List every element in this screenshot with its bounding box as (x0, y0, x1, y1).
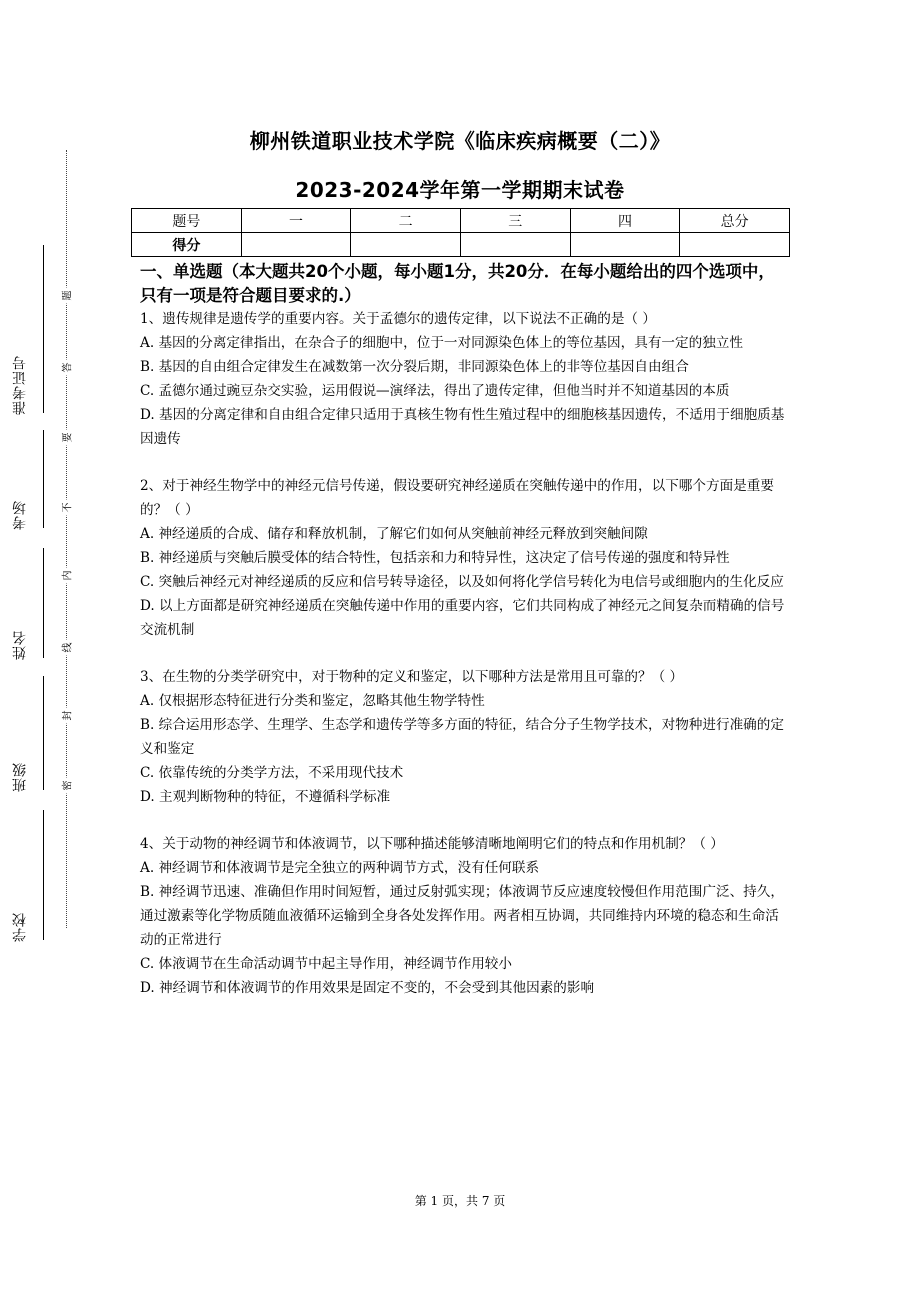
question-stem: 4、关于动物的神经调节和体液调节，以下哪种描述能够清晰地阐明它们的特点和作用机制？（ ） (140, 836, 724, 852)
margin-write-line (43, 548, 44, 658)
margin-write-line (43, 245, 44, 413)
margin-cut-char: 答 (59, 360, 74, 376)
spacer (140, 451, 785, 474)
option-b: B. 综合运用形态学、生理学、生态学和遗传学等多方面的特征，结合分子生物学技术，对物种进行准确的定义和鉴定 (140, 717, 784, 757)
margin-cut-char: 要 (59, 430, 74, 446)
score-table-score-row (132, 233, 790, 257)
exam-subtitle: 2023-2024学年第一学期期末试卷 (295, 178, 625, 202)
option-c: C. 突触后神经元对神经递质的反应和信号转导途径，以及如何将化学信号转化为电信号或细胞内的生化反应 (140, 574, 784, 590)
score-row-label: 得分 (132, 233, 242, 257)
margin-label: 姓名 (12, 630, 28, 660)
margin-field-school (10, 810, 44, 942)
margin-field-name (10, 548, 44, 660)
question-list (140, 307, 785, 1000)
margin-write-line (43, 676, 44, 790)
margin-cut-char: 不 (59, 500, 74, 516)
margin-field-class (10, 676, 44, 792)
score-cell (680, 233, 790, 257)
margin-cut-char: 线 (59, 640, 74, 656)
spacer (140, 809, 785, 832)
margin-cut-char: 封 (59, 708, 74, 724)
option-d: D. 基因的分离定律和自由组合定律只适用于真核生物有性生殖过程中的细胞核基因遗传，不适用于细胞质基因遗传 (140, 407, 785, 447)
score-header-cell: 一 (241, 209, 351, 233)
score-table (131, 208, 790, 257)
margin-field-exam-room (10, 430, 44, 530)
score-cell (241, 233, 351, 257)
spacer (140, 642, 785, 665)
question-4 (140, 832, 785, 1000)
margin-write-line (43, 810, 44, 940)
option-a: A. 神经调节和体液调节是完全独立的两种调节方式，没有任何联系 (140, 860, 540, 876)
option-b: B. 神经递质与突触后膜受体的结合特性，包括亲和力和特异性，这决定了信号传递的强度和特异性 (140, 550, 730, 566)
option-a: A. 基因的分离定律指出，在杂合子的细胞中，位于一对同源染色体上的等位基因，具有一定的独立性 (140, 335, 743, 351)
margin-label: 班级 (12, 762, 28, 792)
option-c: C. 孟德尔通过豌豆杂交实验，运用假说—演绎法，得出了遗传定律，但他当时并不知道基因的本质 (140, 383, 730, 399)
score-cell (460, 233, 570, 257)
margin-cut-char: 内 (59, 568, 74, 584)
score-header-cell: 三 (460, 209, 570, 233)
exam-title: 柳州铁道职业技术学院《临床疾病概要（二）》 (249, 129, 671, 153)
option-a: A. 仅根据形态特征进行分类和鉴定，忽略其他生物学特性 (140, 693, 485, 709)
margin-label: 学校 (12, 912, 28, 942)
margin-label: 准考证号 (12, 355, 28, 415)
question-stem: 3、在生物的分类学研究中，对于物种的定义和鉴定，以下哪种方法是常用且可靠的？（ ） (140, 669, 684, 685)
option-b: B. 基因的自由组合定律发生在减数第一次分裂后期，非同源染色体上的非等位基因自由组合 (140, 359, 689, 375)
margin-cut-char: 题 (59, 288, 74, 304)
binding-dotted-line (66, 150, 67, 928)
score-header-cell: 题号 (132, 209, 242, 233)
score-table-header-row (132, 209, 790, 233)
margin-field-exam-number (10, 245, 44, 415)
margin-write-line (43, 430, 44, 528)
question-stem: 1、遗传规律是遗传学的重要内容。关于孟德尔的遗传定律，以下说法不正确的是（ ） (140, 311, 656, 327)
section-heading: 一、单选题（本大题共20个小题，每小题1分，共20分．在每小题给出的四个选项中，只有一项是符合题目要求的.） (140, 262, 775, 305)
option-d: D. 主观判断物种的特征，不遵循科学标准 (140, 789, 391, 805)
score-cell (351, 233, 461, 257)
question-3 (140, 665, 785, 809)
score-header-cell: 二 (351, 209, 461, 233)
question-1 (140, 307, 785, 451)
option-a: A. 神经递质的合成、储存和释放机制，了解它们如何从突触前神经元释放到突触间隙 (140, 526, 648, 542)
option-d: D. 神经调节和体液调节的作用效果是固定不变的，不会受到其他因素的影响 (140, 980, 595, 996)
option-b: B. 神经调节迅速、准确但作用时间短暂，通过反射弧实现；体液调节反应速度较慢但作用范围广泛、持久，通过激素等化学物质随血液循环运输到全身各处发挥作用。两者相互协调，共同维持内环境的稳态和生命活动的正常进行 (140, 884, 784, 948)
question-2 (140, 474, 785, 642)
question-stem: 2、对于神经生物学中的神经元信号传递，假设要研究神经递质在突触传递中的作用，以下哪个方面是重要的？（ ） (140, 478, 774, 518)
margin-label: 考场 (12, 500, 28, 530)
score-header-cell: 四 (570, 209, 680, 233)
option-c: C. 依靠传统的分类学方法，不采用现代技术 (140, 765, 404, 781)
page-footer: 第 1 页，共 7 页 (414, 1194, 506, 1208)
option-c: C. 体液调节在生命活动调节中起主导作用，神经调节作用较小 (140, 956, 512, 972)
margin-cut-char: 密 (59, 778, 74, 794)
score-header-cell: 总分 (680, 209, 790, 233)
option-d: D. 以上方面都是研究神经递质在突触传递中作用的重要内容，它们共同构成了神经元之间复杂而精确的信号交流机制 (140, 598, 785, 638)
score-cell (570, 233, 680, 257)
